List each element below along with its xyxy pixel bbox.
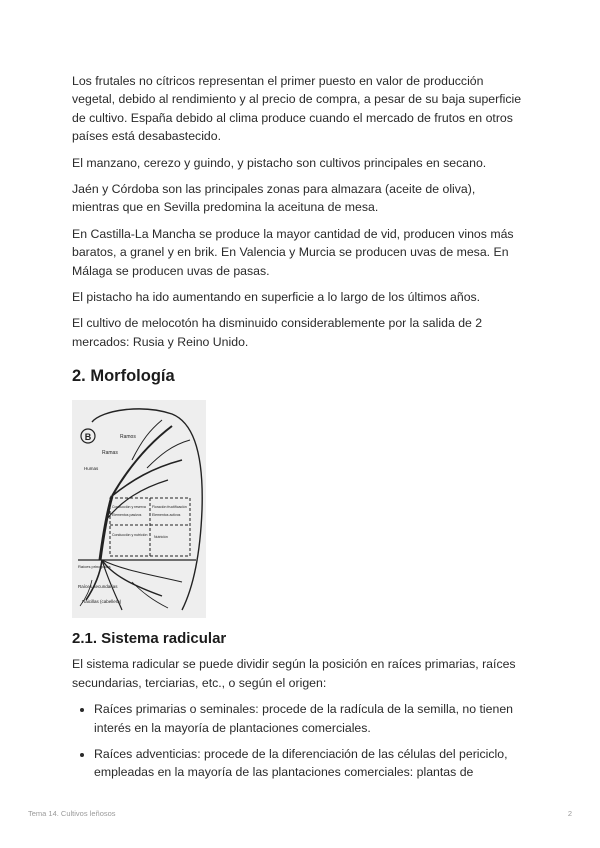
label-conduccion: Conducción y reserva [112, 505, 146, 510]
label-elementos-activos: Elementos activos [152, 513, 181, 518]
label-raices-principales: Raíces principales [78, 564, 111, 570]
bullet-list [72, 700, 522, 782]
page-content [72, 72, 522, 790]
section-heading-sistema-radicular: 2.1. Sistema radicular [72, 630, 227, 648]
section-heading-morfologia: 2. Morfología [72, 367, 175, 386]
paragraph: Los frutales no cítricos representan el primer puesto en valor de producción vegetal, debido al rendimiento y al precio de compra, a pesar de su baja superficie de cultivo. España debido al clima produce cuando el mercado de frutos en otros países está desabastecido. [72, 74, 522, 144]
label-ramas: Ramas [102, 450, 118, 457]
label-raicillas: Raicillas (cabellera) [82, 599, 122, 605]
label-nutricion: Nutrición [154, 535, 168, 540]
list-item: • Raíces adventicias: procede de la diferenciación de las células del periciclo, empleadas en la mayoría de las plantaciones comerciales: plantas de [94, 745, 522, 782]
tree-morphology-figure [72, 400, 206, 618]
label-ramos: Ramos [120, 434, 136, 441]
paragraph: El sistema radicular se puede dividir según la posición en raíces primarias, raíces secundarias, terciarias, etc., o según el origen: [72, 657, 516, 690]
paragraph: El cultivo de melocotón ha disminuido considerablemente por la salida de 2 mercados: Rusia y Reino Unido. [72, 316, 483, 349]
label-raices-secundarias: Raíces secundarias [78, 584, 118, 590]
label-floracion: Floración fructificación [152, 505, 187, 510]
root [102, 560, 182, 582]
paragraph: Jaén y Córdoba son las principales zonas para almazara (aceite de oliva), mientras que en Sevilla predomina la aceituna de mesa. [72, 182, 476, 215]
figure-letter: B [84, 432, 92, 443]
paragraph: En Castilla-La Mancha se produce la mayor cantidad de vid, producen vinos más baratos, a granel y en brik. En Valencia y Murcia se producen uvas de mesa. En Málaga se producen uvas de pasas. [72, 226, 514, 278]
footer-title: Tema 14. Cultivos leñosos [28, 809, 116, 818]
paragraph: El pistacho ha ido aumentando en superficie a lo largo de los últimos años. [72, 290, 481, 305]
paragraph: El manzano, cerezo y guindo, y pistacho son cultivos principales en secano. [72, 155, 487, 170]
list-item: • Raíces primarias o seminales: procede de la radícula de la semilla, no tienen interés en la mayoría de plantaciones comerciales. [94, 700, 522, 737]
tree-diagram [72, 400, 206, 618]
page-number: 2 [567, 809, 572, 818]
label-elementos-pasivos: Elementos pasivos [112, 513, 142, 518]
label-conduccion-nutricion: Conducción y nutrición [112, 533, 148, 538]
root [102, 560, 162, 596]
label-humas: Humas [84, 466, 99, 472]
branch [132, 420, 162, 460]
